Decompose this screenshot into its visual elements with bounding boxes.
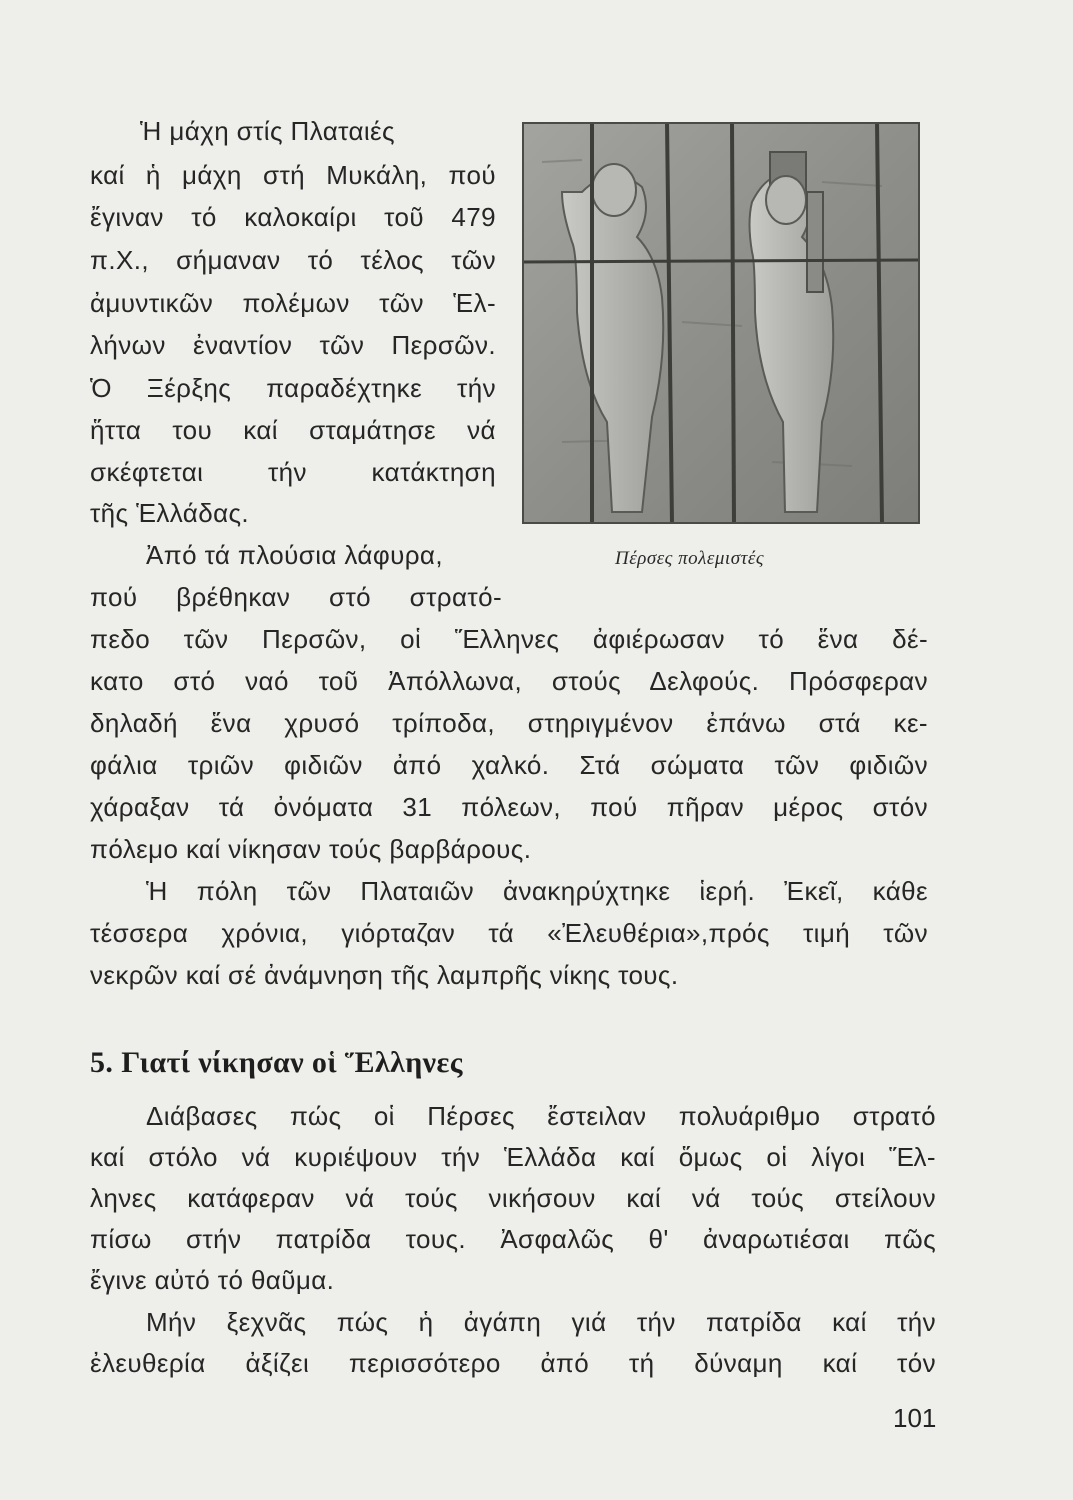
section-heading: 5. Γιατί νίκησαν οἱ Ἕλληνες xyxy=(90,1046,463,1079)
text-line: πεδο τῶν Περσῶν, οἱ Ἕλληνες ἀφιέρωσαν τό ἕνα δέ- xyxy=(90,624,928,654)
text-line: ἔγινε αὐτό τό θαῦμα. xyxy=(90,1265,335,1295)
text-line: πίσω στήν πατρίδα τους. Ἀσφαλῶς θ' ἀναρωτιέσαι πῶς xyxy=(90,1224,936,1254)
text-line: ἐλευθερία ἀξίζει περισσότερο ἀπό τή δύναμη καί τόν xyxy=(90,1348,936,1378)
text-line: κατο στό ναό τοῦ Ἀπόλλωνα, στούς Δελφούς. Πρόσφεραν xyxy=(90,666,928,696)
text-line: ληνες κατάφεραν νά τούς νικήσουν καί νά τούς στείλουν xyxy=(90,1183,936,1213)
text-line: Διάβασες πώς οἱ Πέρσες ἔστειλαν πολυάριθμο στρατό xyxy=(146,1101,936,1131)
text-line: Ἡ πόλη τῶν Πλαταιῶν ἀνακηρύχτηκε ἱερή. Ἐκεῖ, κάθε xyxy=(146,876,928,906)
text-line: ἔγιναν τό καλοκαίρι τοῦ 479 xyxy=(90,202,496,232)
text-line: Ἀπό τά πλούσια λάφυρα, xyxy=(146,540,443,570)
text-line: Ἡ μάχη στίς Πλαταιές xyxy=(140,116,395,146)
text-line: ἥττα του καί σταμάτησε νά xyxy=(90,415,496,445)
text-line: λήνων ἐναντίον τῶν Περσῶν. xyxy=(90,330,496,360)
text-line: π.Χ., σήμαναν τό τέλος τῶν xyxy=(90,245,496,275)
text-line: σκέφτεται τήν κατάκτηση xyxy=(90,457,496,487)
text-line: φάλια τριῶν φιδιῶν ἀπό χαλκό. Στά σώματα τῶν φιδιῶν xyxy=(90,750,928,780)
text-line: νεκρῶν καί σέ ἀνάμνηση τῆς λαμπρῆς νίκης τους. xyxy=(90,960,679,990)
text-line: Μήν ξεχνᾶς πώς ἡ ἀγάπη γιά τήν πατρίδα καί τήν xyxy=(146,1307,936,1337)
persian-warriors-relief-image xyxy=(522,122,920,524)
figure-caption: Πέρσες πολεμιστές xyxy=(615,548,765,569)
text-line: καί στόλο νά κυριέψουν τήν Ἑλλάδα καί ὅμως οἱ λίγοι Ἕλ- xyxy=(90,1142,936,1172)
text-line: πόλεμο καί νίκησαν τούς βαρβάρους. xyxy=(90,834,532,864)
text-line: Ὁ Ξέρξης παραδέχτηκε τήν xyxy=(90,373,496,403)
page-number: 101 xyxy=(893,1403,937,1433)
text-line: τέσσερα χρόνια, γιόρταζαν τά «Ἐλευθέρια»,πρός τιμή τῶν xyxy=(90,918,928,948)
text-line: χάραξαν τά ὀνόματα 31 πόλεων, πού πῆραν μέρος στόν xyxy=(90,792,928,822)
text-line: καί ἡ μάχη στή Μυκάλη, πού xyxy=(90,160,496,190)
text-line: ἀμυντικῶν πολέμων τῶν Ἑλ- xyxy=(90,288,496,318)
text-line: πού βρέθηκαν στό στρατό- xyxy=(90,582,502,612)
text-line: δηλαδή ἕνα χρυσό τρίποδα, στηριγμένον ἐπάνω στά κε- xyxy=(90,708,928,738)
text-line: τῆς Ἑλλάδας. xyxy=(90,498,250,528)
